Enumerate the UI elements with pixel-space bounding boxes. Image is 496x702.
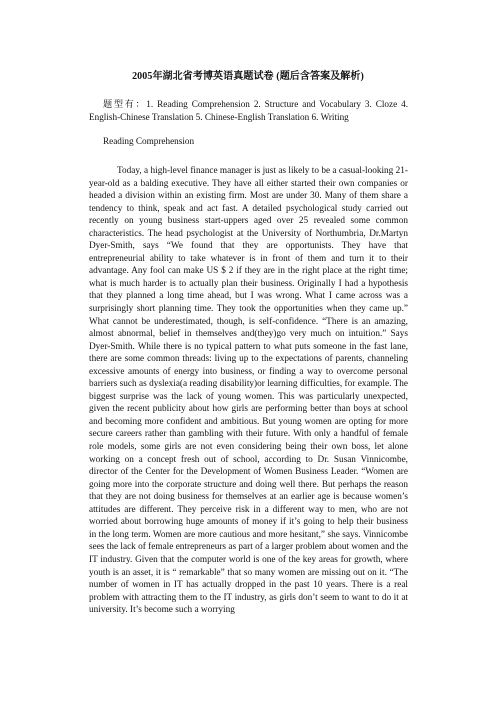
document-title: 2005年湖北省考博英语真题试卷 (题后含答案及解析) [132,71,364,82]
passage [89,165,408,617]
question-types [89,98,408,124]
question-types-text: 题型有：1. Reading Comprehension 2. Structure and Vocabulary 3. Cloze 4. English-Chinese Translation 5. Chinese-English Translation 6. Writing [89,99,408,122]
section-heading: Reading Comprehension [103,136,195,146]
passage-text: Today, a high-level finance manager is just as likely to be a casual-looking 21-year-old as a balding executive. They have all either started their own companies or headed a division within an existing firm. Most are under 30. Many of them share a tendency to think, speak and act fast. A detailed psychological study carried out recently on young business start-uppers aged over 25 revealed some common characteristics. The head psychologist at the University of Northumbria, Dr.Martyn Dyer-Smith, says “We found that they are opportunists. They have that entrepreneurial ability to take whatever is in front of them and turn it to their advantage. Any fool can make US $ 2 if they are in the right place at the right time; what is much harder is to actually plan their business. Originally I had a hypothesis that they planned a long time ahead, but I was wrong. What I came across was a surprisingly short planning time. They took the opportunities when they came up.” What cannot be underestimated, though, is self-confidence. “There is an amazing, almost abnormal, belief in themselves and(they)go very much on intuition.” Says Dyer-Smith. While there is no typical pattern to what puts someone in the fast lane, there are some common threads: living up to the expectations of parents, channeling excessive amounts of energy into business, or finding a way to overcome personal barriers such as dyslexia(a reading disability)or learning difficulties, for example. The biggest surprise was the lack of young women. This was particularly unexpected, given the recent publicity about how girls are performing better than boys at school and becoming more confident and ambitious. But young women are opting for more secure careers rather than gambling with their future. With only a handful of female role models, some girls are not even considering being their own boss, let alone working on a concept fresh out of school, according to Dr. Susan Vinnicombe, director of the Center for the Development of Women Business Leader. “Women are going more into the corporate structure and doing well there. But perhaps the reason that they are not doing business for themselves at an earlier age is because women’s attitudes are different. They perceive risk in a different way to men, who are not worried about borrowing huge amounts of money if it’s going to help their business in the long term. Women are more cautious and more hesitant,” she says. Vinnicombe sees the lack of female entrepreneurs as part of a larger problem about women and the IT industry. Given that the computer world is one of the key areas for growth, where youth is an asset, it is “ remarkable” that so many women are missing out on it. “The number of women in IT has actually dropped in the past 10 years. There is a real problem with attracting them to the IT industry, as girls don’t seem to want to do it at university. It’s become such a worrying [89,166,408,616]
